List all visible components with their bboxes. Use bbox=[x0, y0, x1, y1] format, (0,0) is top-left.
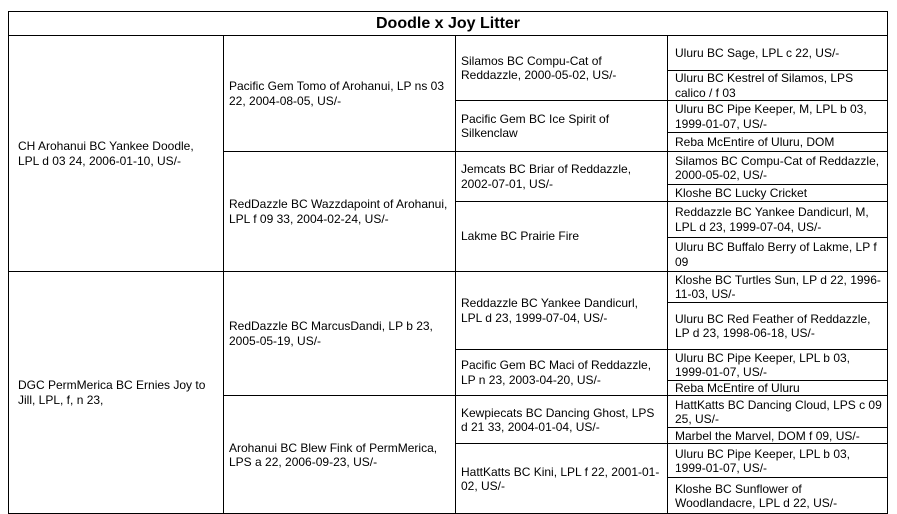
dam-dam-sire-dam-cell: Marbel the Marvel, DOM f 09, US/- bbox=[668, 428, 888, 444]
dam-dam-dam-dam-cell: Kloshe BC Sunflower of Woodlandacre, LPL d 22, US/- bbox=[668, 478, 888, 514]
sire-sire-sire-dam-cell: Uluru BC Kestrel of Silamos, LPS calico / f 03 bbox=[668, 71, 888, 101]
sire-dam-dam-sire-cell: Reddazzle BC Yankee Dandicurl, M, LPL d 23, 1999-07-04, US/- bbox=[668, 202, 888, 238]
sire-sire-cell: Pacific Gem Tomo of Arohanui, LP ns 03 22, 2004-08-05, US/- bbox=[224, 36, 456, 152]
sire-sire-sire-cell: Silamos BC Compu-Cat of Reddazzle, 2000-05-02, US/- bbox=[456, 36, 668, 101]
sire-cell: CH Arohanui BC Yankee Doodle, LPL d 03 24, 2006-01-10, US/- bbox=[9, 36, 224, 272]
sire-dam-sire-cell: Jemcats BC Briar of Reddazzle, 2002-07-01, US/- bbox=[456, 152, 668, 202]
sire-sire-sire-sire-cell: Uluru BC Sage, LPL c 22, US/- bbox=[668, 36, 888, 71]
dam-dam-dam-cell: HattKatts BC Kini, LPL f 22, 2001-01-02, US/- bbox=[456, 444, 668, 514]
sire-dam-dam-cell: Lakme BC Prairie Fire bbox=[456, 202, 668, 272]
sire-sire-dam-sire-cell: Uluru BC Pipe Keeper, M, LPL b 03, 1999-01-07, US/- bbox=[668, 101, 888, 133]
sire-sire-dam-dam-cell: Reba McEntire of Uluru, DOM bbox=[668, 133, 888, 152]
litter-title: Doodle x Joy Litter bbox=[9, 12, 888, 36]
sire-dam-sire-dam-cell: Kloshe BC Lucky Cricket bbox=[668, 185, 888, 202]
dam-cell: DGC PermMerica BC Ernies Joy to Jill, LPL, f, n 23, bbox=[9, 272, 224, 514]
sire-dam-sire-sire-cell: Silamos BC Compu-Cat of Reddazzle, 2000-05-02, US/- bbox=[668, 152, 888, 185]
dam-sire-sire-sire-cell: Kloshe BC Turtles Sun, LP d 22, 1996-11-03, US/- bbox=[668, 272, 888, 303]
dam-dam-cell: Arohanui BC Blew Fink of PermMerica, LPS a 22, 2006-09-23, US/- bbox=[224, 396, 456, 514]
dam-sire-dam-dam-cell: Reba McEntire of Uluru bbox=[668, 381, 888, 396]
dam-sire-cell: RedDazzle BC MarcusDandi, LP b 23, 2005-05-19, US/- bbox=[224, 272, 456, 396]
pedigree-table bbox=[8, 11, 888, 514]
sire-dam-cell: RedDazzle BC Wazzdapoint of Arohanui, LPL f 09 33, 2004-02-24, US/- bbox=[224, 152, 456, 272]
sire-dam-dam-dam-cell: Uluru BC Buffalo Berry of Lakme, LP f 09 bbox=[668, 238, 888, 272]
dam-sire-sire-cell: Reddazzle BC Yankee Dandicurl, LPL d 23, 1999-07-04, US/- bbox=[456, 272, 668, 350]
dam-sire-dam-cell: Pacific Gem BC Maci of Reddazzle, LP n 23, 2003-04-20, US/- bbox=[456, 350, 668, 396]
sire-sire-dam-cell: Pacific Gem BC Ice Spirit of Silkenclaw bbox=[456, 101, 668, 152]
dam-dam-sire-sire-cell: HattKatts BC Dancing Cloud, LPS c 09 25, US/- bbox=[668, 396, 888, 428]
dam-sire-sire-dam-cell: Uluru BC Red Feather of Reddazzle, LP d 23, 1998-06-18, US/- bbox=[668, 303, 888, 350]
dam-dam-dam-sire-cell: Uluru BC Pipe Keeper, LPL b 03, 1999-01-07, US/- bbox=[668, 444, 888, 478]
dam-dam-sire-cell: Kewpiecats BC Dancing Ghost, LPS d 21 33, 2004-01-04, US/- bbox=[456, 396, 668, 444]
dam-sire-dam-sire-cell: Uluru BC Pipe Keeper, LPL b 03, 1999-01-07, US/- bbox=[668, 350, 888, 381]
